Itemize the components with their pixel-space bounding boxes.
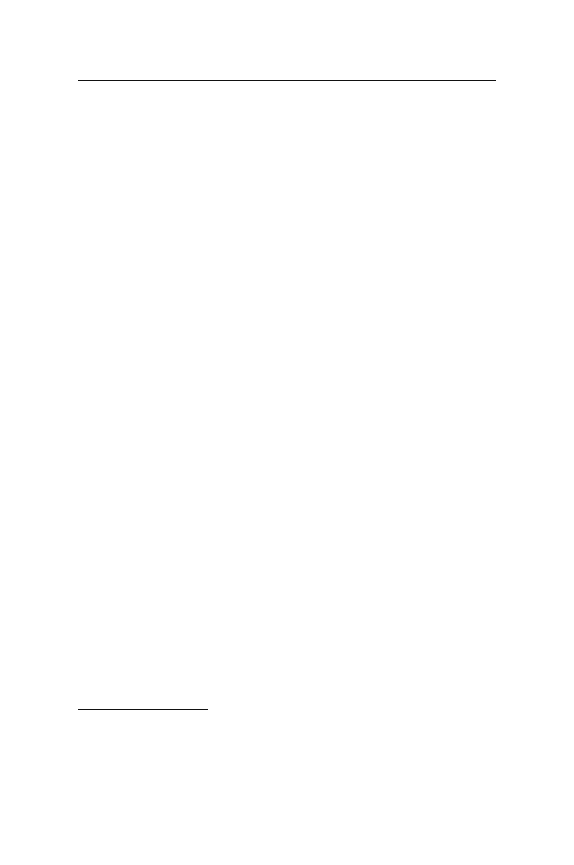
header-rule (78, 80, 496, 81)
footnote-rule (78, 709, 208, 710)
